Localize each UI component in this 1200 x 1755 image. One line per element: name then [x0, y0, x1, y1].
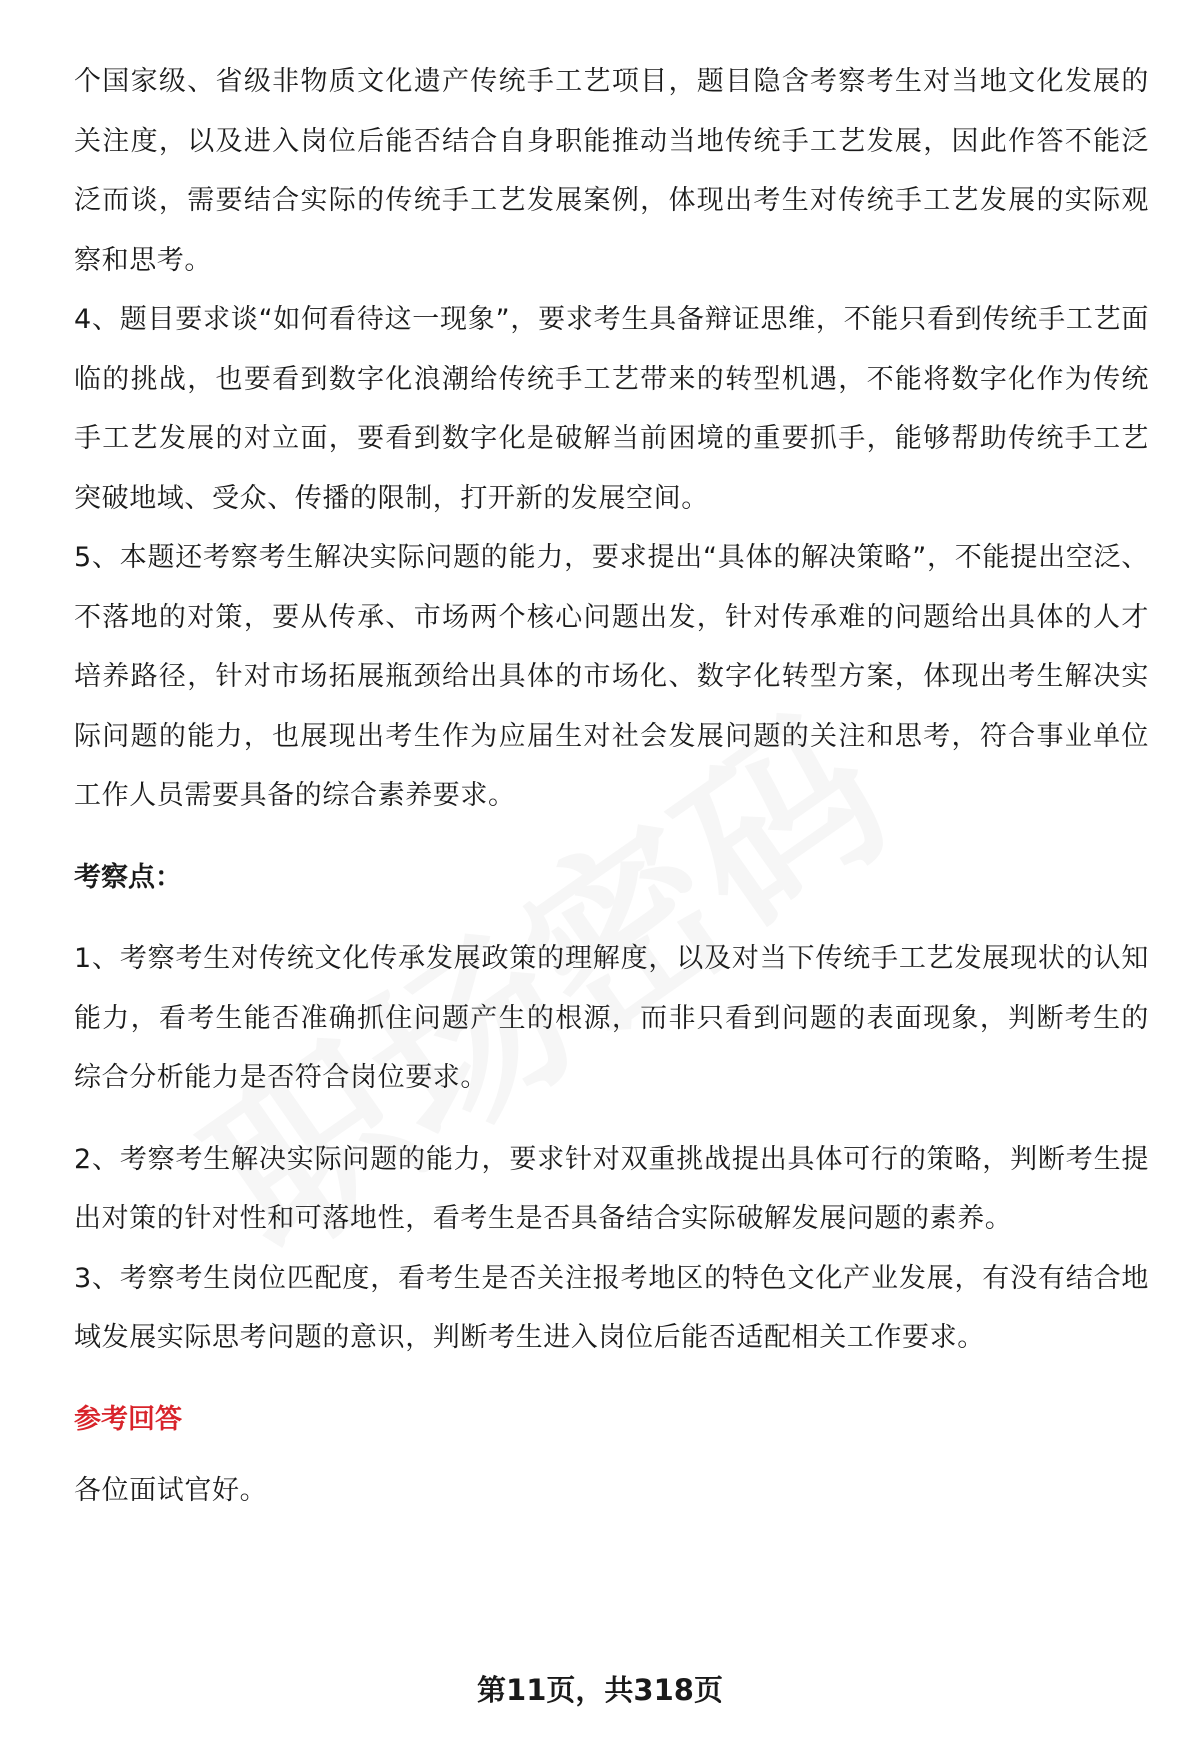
- document-body: [74, 52, 1149, 1521]
- reference-answer-heading: 参考回答: [74, 1403, 182, 1435]
- reference-answer-greeting: 各位面试官好。: [74, 1475, 268, 1506]
- exam-point-2: 2、考察考生解决实际问题的能力，要求针对双重挑战提出具体可行的策略，判断考生提出对策的针对性和可落地性，看考生是否具备结合实际破解发展问题的素养。: [74, 1143, 1149, 1234]
- paragraph-point-5: 5、本题还考察考生解决实际问题的能力，要求提出“具体的解决策略”，不能提出空泛、不落地的对策，要从传承、市场两个核心问题出发，针对传承难的问题给出具体的人才培养路径，针对市场拓展瓶颈给出具体的市场化、数字化转型方案，体现出考生解决实际问题的能力，也展现出考生作为应届生对社会发展问题的关注和思考，符合事业单位工作人员需要具备的综合素养要求。: [74, 542, 1149, 811]
- page-number: 第11页，共318页: [477, 1673, 723, 1707]
- exam-points-heading: 考察点：: [74, 861, 182, 893]
- exam-point-3: 3、考察考生岗位匹配度，看考生是否关注报考地区的特色文化产业发展，有没有结合地域发展实际思考问题的意识，判断考生进入岗位后能否适配相关工作要求。: [74, 1262, 1149, 1353]
- paragraph-intro-continued: 个国家级、省级非物质文化遗产传统手工艺项目，题目隐含考察考生对当地文化发展的关注度，以及进入岗位后能否结合自身职能推动当地传统手工艺发展，因此作答不能泛泛而谈，需要结合实际的传统手工艺发展案例，体现出考生对传统手工艺发展的实际观察和思考。: [74, 66, 1149, 276]
- exam-point-1: 1、考察考生对传统文化传承发展政策的理解度，以及对当下传统手工艺发展现状的认知能力，看考生能否准确抓住问题产生的根源，而非只看到问题的表面现象，判断考生的综合分析能力是否符合岗位要求。: [74, 943, 1149, 1093]
- paragraph-point-4: 4、题目要求谈“如何看待这一现象”，要求考生具备辩证思维，不能只看到传统手工艺面临的挑战，也要看到数字化浪潮给传统手工艺带来的转型机遇，不能将数字化作为传统手工艺发展的对立面，要看到数字化是破解当前困境的重要抓手，能够帮助传统手工艺突破地域、受众、传播的限制，打开新的发展空间。: [74, 304, 1149, 514]
